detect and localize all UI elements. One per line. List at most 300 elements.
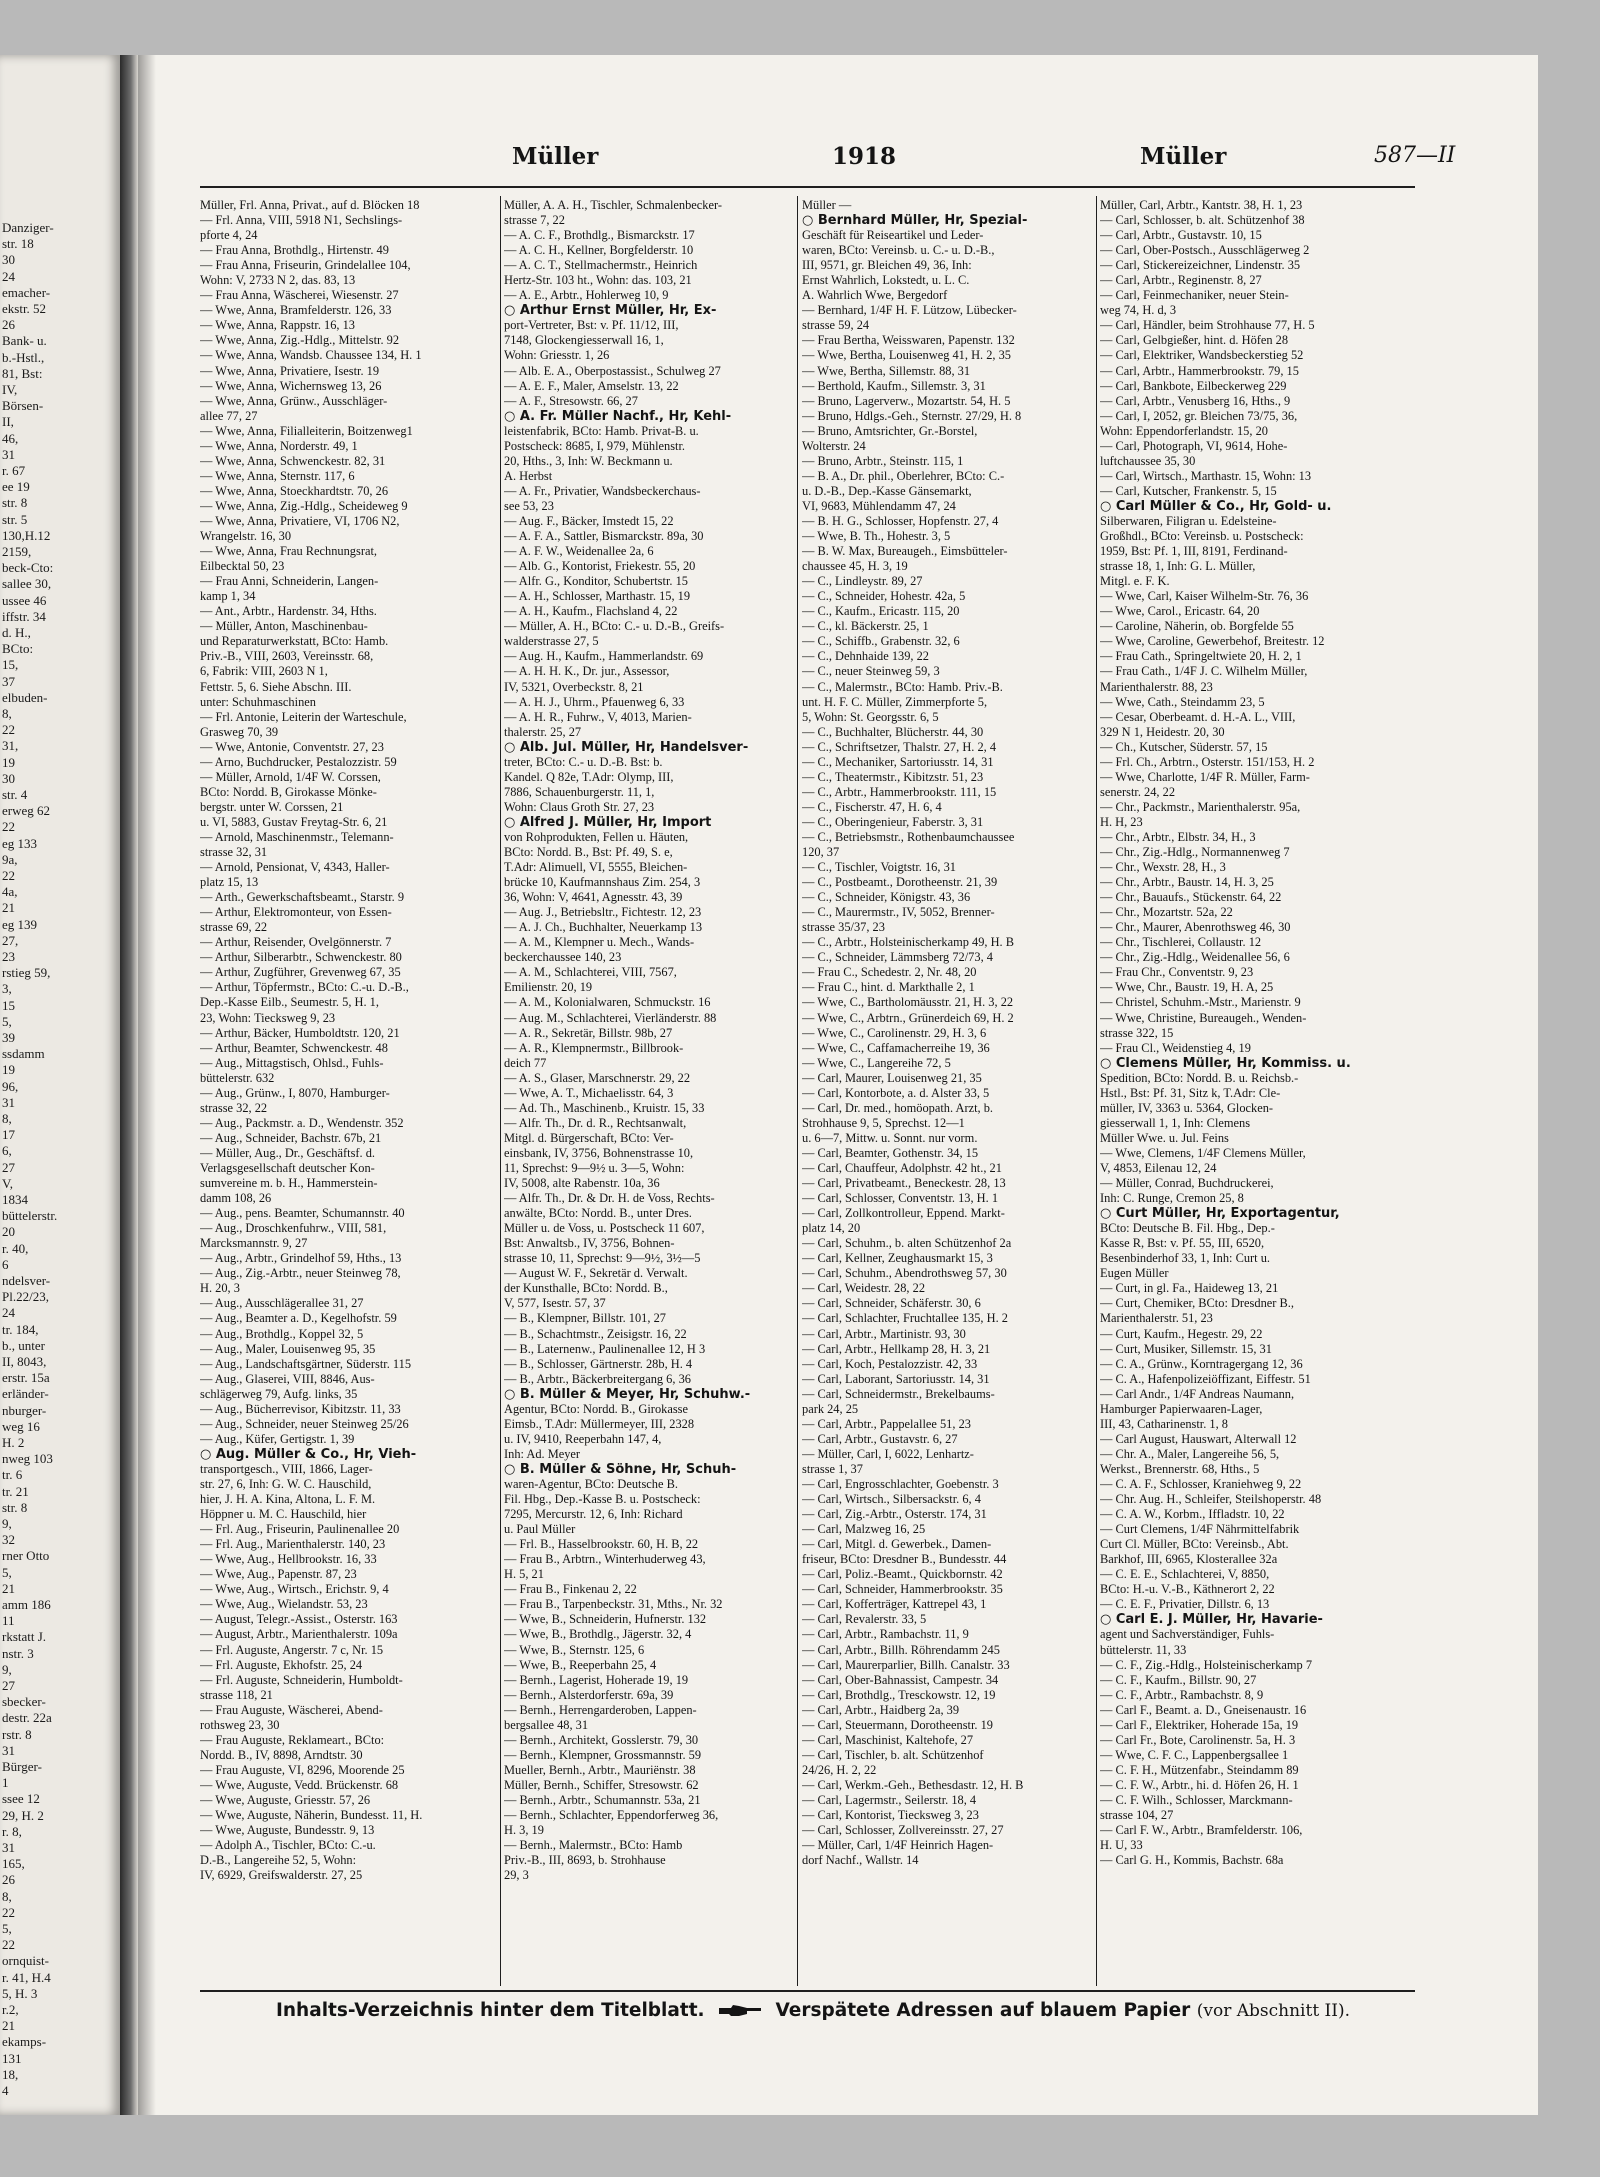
directory-entry: Müller u. de Voss, u. Postscheck 11 607, (504, 1221, 705, 1236)
directory-entry: 29, 3 (504, 1868, 529, 1883)
left-page-fragment: 165, (2, 1856, 25, 1872)
directory-entry: — Frau Cath., Springeltwiete 20, H. 2, 1 (1100, 649, 1302, 664)
page-number: 587—II (1374, 143, 1456, 168)
left-page-fragment: iffstr. 34 (2, 608, 46, 624)
left-page-fragment: 5, (2, 1013, 12, 1029)
directory-entry: — A. J. Ch., Buchhalter, Neuerkamp 13 (504, 920, 703, 935)
directory-entry: — Chr., Packmstr., Marienthalerstr. 95a, (1100, 799, 1301, 814)
directory-entry: strasse 32, 31 (200, 845, 268, 860)
directory-entry: — Aug., Glaserei, VIII, 8846, Aus- (200, 1371, 375, 1386)
directory-entry: Barkhof, III, 6965, Klosterallee 32a (1100, 1552, 1278, 1567)
directory-entry: — Arthur, Reisender, Ovelgönnerstr. 7 (200, 935, 392, 950)
directory-entry: beckerchaussee 140, 23 (504, 950, 622, 965)
directory-entry: strasse 1, 37 (802, 1461, 863, 1476)
directory-entry: deich 77 (504, 1055, 547, 1070)
directory-entry: — Wwe, Auguste, Näherin, Bundesst. 11, H. (200, 1808, 423, 1823)
left-page-fragment: 24 (2, 1305, 15, 1321)
directory-entry: Eugen Müller (1100, 1266, 1169, 1281)
left-page-fragment: nstr. 3 (2, 1645, 34, 1661)
left-page-fragment: ussee 46 (2, 592, 47, 608)
directory-entry: — Müller, A. H., BCto: C.- u. D.-B., Greifs- (504, 619, 725, 634)
directory-entry: — A. S., Glaser, Marschnerstr. 29, 22 (504, 1070, 691, 1085)
left-page-fragment: 22 (2, 868, 15, 883)
left-page-fragment: erstr. 15a (2, 1370, 50, 1386)
directory-entry: senerstr. 24, 22 (1100, 784, 1176, 799)
firm-entry: ○ Carl E. J. Müller, Hr, Havarie- (1100, 1612, 1323, 1628)
left-page-fragment: 20 (2, 1224, 15, 1240)
directory-entry: — Chr. Aug. H., Schleifer, Steilshoperstr. 48 (1100, 1492, 1322, 1507)
directory-entry: u. D.-B., Dep.-Kasse Gänsemarkt, (802, 483, 972, 498)
directory-entry: — Carl, Chauffeur, Adolphstr. 42 ht., 21 (802, 1161, 1002, 1175)
left-page-fragment: ekamps- (2, 2034, 47, 2050)
directory-entry: chaussee 45, H. 3, 19 (802, 559, 908, 574)
directory-entry: — Müller, Arnold, 1/4F W. Corssen, (200, 769, 381, 784)
directory-entry: — C., Schneider, Königstr. 43, 36 (802, 890, 971, 905)
left-page-fragment: 4a, (2, 884, 18, 900)
firm-entry: ○ Alfred J. Müller, Hr, Import (504, 814, 712, 830)
left-page-fragment: IV, (2, 382, 18, 397)
directory-entry: Kasse R, Bst: v. Pf. 55, III, 6520, (1100, 1236, 1265, 1251)
directory-entry: — Alb. G., Kontorist, Friekestr. 55, 20 (504, 559, 696, 574)
directory-entry: — Carl, Weidestr. 28, 22 (802, 1281, 926, 1296)
directory-entry: u. Paul Müller (504, 1522, 576, 1537)
directory-entry: — Bernh., Lagerist, Hoherade 19, 19 (504, 1672, 689, 1687)
column-divider (500, 196, 501, 1986)
firm-entry: ○ Curt Müller, Hr, Exportagentur, (1100, 1206, 1340, 1222)
directory-entry: — Wwe, Anna, Bramfelderstr. 126, 33 (200, 303, 392, 318)
footer-notice (276, 2000, 1456, 2021)
left-page-fragment: 30 (2, 252, 15, 268)
directory-entry: — Frau Anni, Schneiderin, Langen- (200, 574, 379, 589)
directory-entry: — Frau Anna, Friseurin, Grindelallee 104, (200, 258, 411, 273)
directory-entry: u. 6—7, Mittw. u. Sonnt. nur vorm. (802, 1130, 978, 1145)
directory-entry: — Carl, Bankbote, Eilbeckerweg 229 (1100, 378, 1287, 393)
directory-entry: — Carl, Arbtr., Gustavstr. 6, 27 (802, 1431, 958, 1446)
directory-entry: — Carl, Kofferträger, Kattrepel 43, 1 (802, 1597, 987, 1612)
directory-entry: 1959, Bst: Pf. 1, III, 8191, Ferdinand- (1100, 544, 1288, 559)
directory-entry: Müller, Frl. Anna, Privat., auf d. Blöcken 18 (200, 198, 420, 212)
directory-entry: — Cesar, Oberbeamt. d. H.-A. L., VIII, (1100, 709, 1296, 724)
directory-entry: — Carl, Händler, beim Strohhause 77, H. 5 (1100, 318, 1315, 333)
directory-entry: — Carl, Arbtr., Martinistr. 93, 30 (802, 1326, 966, 1341)
directory-entry: — C. F., Kaufm., Billstr. 90, 27 (1100, 1672, 1257, 1687)
directory-entry: — C., Schiffb., Grabenstr. 32, 6 (802, 634, 960, 649)
directory-entry: — Arthur, Silberarbtr., Schwenckestr. 80 (200, 950, 402, 965)
left-page-fragment: destr. 22a (2, 1710, 52, 1726)
directory-entry: — Frl. Auguste, Ekhofstr. 25, 24 (200, 1657, 363, 1672)
directory-entry: — Bernh., Schlachter, Eppendorferweg 36, (504, 1808, 719, 1823)
directory-entry: — C. F. Wilh., Schlosser, Marckmann- (1100, 1792, 1293, 1807)
directory-entry: Wohn: V, 2733 N 2, das. 83, 13 (200, 273, 356, 288)
directory-entry: brücke 10, Kaufmannshaus Zim. 254, 3 (504, 875, 701, 890)
directory-entry: — Carl, Zollkontrolleur, Eppend. Markt- (802, 1206, 1005, 1221)
left-page-fragment: II, (2, 414, 14, 430)
directory-entry: — Müller, Carl, I, 6022, Lenhartz- (802, 1446, 974, 1461)
directory-entry: — C., Schriftsetzer, Thalstr. 27, H. 2, 4 (802, 739, 997, 754)
directory-entry: — Frl. Antonie, Leiterin der Warteschule, (200, 709, 407, 724)
directory-entry: T.Adr: Alimuell, VI, 5555, Bleichen- (504, 860, 688, 875)
left-page-fragment: rstieg 59, (2, 965, 51, 981)
directory-entry: und Reparaturwerkstatt, BCto: Hamb. (200, 634, 389, 649)
directory-entry: strasse 118, 21 (200, 1687, 273, 1702)
directory-entry: — Carl, Steuermann, Dorotheenstr. 19 (802, 1717, 993, 1732)
directory-entry: VI, 9683, Mühlendamm 47, 24 (802, 498, 956, 513)
directory-entry: — Carl, I, 2052, gr. Bleichen 73/75, 36, (1100, 408, 1298, 423)
directory-entry: Curt Cl. Müller, BCto: Vereinsb., Abt. (1100, 1537, 1289, 1552)
directory-entry: — Carl, Privatbeamt., Beneckestr. 28, 13 (802, 1176, 1006, 1191)
left-page-fragment: nweg 103 (2, 1451, 53, 1467)
directory-entry: Marienthalerstr. 88, 23 (1100, 679, 1213, 694)
directory-entry: — Frau Auguste, VI, 8296, Moorende 25 (200, 1762, 405, 1777)
directory-entry: 6, Fabrik: VIII, 2603 N 1, (200, 664, 328, 679)
directory-entry: — Carl, Poliz.-Beamt., Quickbornstr. 42 (802, 1567, 1003, 1582)
left-page-fragment: 21 (2, 1580, 15, 1596)
directory-entry: — Carl, Schneider, Hammerbrookstr. 35 (802, 1582, 1003, 1597)
directory-entry: — August W. F., Sekretär d. Verwalt. (504, 1266, 688, 1281)
directory-entry: — A. H. H. K., Dr. jur., Assessor, (504, 664, 670, 679)
directory-entry: — Carl F., Elektriker, Hoherade 15a, 19 (1100, 1717, 1299, 1732)
directory-entry: hier, J. H. A. Kina, Altona, L. F. M. (200, 1492, 376, 1507)
directory-entry: — B., Schlosser, Gärtnerstr. 28b, H. 4 (504, 1356, 693, 1371)
book-gutter (120, 55, 138, 2115)
left-page-fragment: 26 (2, 317, 15, 333)
directory-entry: — C. A., Hafenpolizeiöffizant, Eiffestr. 51 (1100, 1371, 1311, 1386)
left-page-fragment: 81, Bst: (2, 365, 43, 381)
directory-entry: str. 27, 6, Inh: G. W. C. Hauschild, (200, 1476, 372, 1491)
directory-entry: — A. C. H., Kellner, Borgfelderstr. 10 (504, 243, 694, 258)
directory-entry: Grasweg 70, 39 (200, 724, 279, 739)
directory-entry: — B. H. G., Schlosser, Hopfenstr. 27, 4 (802, 513, 999, 528)
left-page-fragment: r. 41, H.4 (2, 1969, 51, 1985)
directory-entry: — Wwe, B. Th., Hohestr. 3, 5 (802, 529, 951, 544)
directory-entry: — A. F. W., Weidenallee 2a, 6 (504, 544, 654, 559)
directory-entry: leistenfabrik, BCto: Hamb. Privat-B. u. (504, 423, 699, 438)
directory-entry: BCto: Deutsche B. Fil. Hbg., Dep.- (1100, 1221, 1275, 1236)
directory-entry: 11, Sprechst: 9—9½ u. 3—5, Wohn: (504, 1161, 685, 1175)
directory-entry: — Carl, Kontorist, Tiecksweg 3, 23 (802, 1808, 979, 1823)
left-page-fragment: 23 (2, 949, 15, 964)
directory-entry: — Carl, Arbtr., Venusberg 16, Hths., 9 (1100, 393, 1291, 408)
directory-entry: 7148, Glockengiesserwall 16, 1, (504, 333, 664, 348)
directory-entry: — Carl, Tischler, b. alt. Schützenhof (802, 1747, 984, 1762)
directory-entry: Fettstr. 5, 6. Siehe Abschn. III. (200, 679, 352, 694)
directory-entry: 7886, Schauenburgerstr. 11, 1, (504, 784, 655, 799)
directory-entry: Wrangelstr. 16, 30 (200, 529, 292, 544)
directory-entry: — Aug., Schneider, Bachstr. 67b, 21 (200, 1130, 382, 1145)
directory-entry: Geschäft für Reiseartikel und Leder- (802, 228, 984, 243)
directory-entry: — Wwe, Carol., Ericastr. 64, 20 (1100, 604, 1260, 619)
directory-entry: — Frau B., Tarpenbeckstr. 31, Mths., Nr. 32 (504, 1597, 723, 1612)
directory-entry: — Wwe, Anna, Zig.-Hdlg., Scheideweg 9 (200, 498, 408, 513)
directory-entry: see 53, 23 (504, 498, 554, 513)
directory-entry: — Curt Clemens, 1/4F Nährmittelfabrik (1100, 1522, 1300, 1537)
directory-entry: — Chr., Zig.-Hdlg., Normannenweg 7 (1100, 845, 1290, 860)
left-page-fragment: nburger- (2, 1402, 47, 1418)
left-page-fragment: 19 (2, 1062, 15, 1078)
directory-entry: Hstl., Bst: Pf. 31, Sitz k, T.Adr: Cle- (1100, 1085, 1281, 1100)
directory-entry: — Carl August, Hauswart, Alterwall 12 (1100, 1431, 1297, 1446)
directory-entry: — Wwe, Clemens, 1/4F Clemens Müller, (1100, 1145, 1306, 1160)
directory-entry: — Chr., Mozartstr. 52a, 22 (1100, 905, 1233, 920)
left-page-fragment: 21 (2, 2018, 15, 2034)
directory-entry: — Wwe, Anna, Rappstr. 16, 13 (200, 318, 355, 333)
directory-entry: — Chr., Maurer, Abenrothsweg 46, 30 (1100, 920, 1291, 935)
left-page-fragment: 6 (2, 1256, 9, 1272)
directory-entry: friseur, BCto: Dresdner B., Bundesstr. 44 (802, 1552, 1007, 1567)
directory-entry: park 24, 25 (802, 1401, 859, 1416)
directory-entry: — C. F., Arbtr., Rambachstr. 8, 9 (1100, 1687, 1264, 1702)
directory-entry: — C., kl. Bäckerstr. 25, 1 (802, 619, 929, 634)
directory-entry: Müller, Carl, Arbtr., Kantstr. 38, H. 1, 23 (1100, 198, 1303, 212)
left-page-fragment: tr. 21 (2, 1483, 29, 1499)
directory-entry: — B., Laternenw., Paulinenallee 12, H 3 (504, 1341, 706, 1356)
left-page-fragment: Danziger- (2, 220, 54, 235)
directory-entry: Marienthalerstr. 51, 23 (1100, 1311, 1213, 1326)
directory-entry: — Wwe, B., Schneiderin, Hufnerstr. 132 (504, 1612, 707, 1627)
left-page-fragment: 22 (2, 722, 15, 738)
directory-entry: BCto: H.-u. V.-B., Käthnerort 2, 22 (1100, 1582, 1275, 1597)
directory-entry: — Carl, Maschinist, Kaltehofe, 27 (802, 1732, 974, 1747)
directory-entry: — A. R., Klempnermstr., Billbrook- (504, 1040, 684, 1055)
directory-entry: bergstr. unter W. Corssen, 21 (200, 799, 344, 814)
directory-entry: — A. C. T., Stellmachermstr., Heinrich (504, 258, 698, 273)
directory-entry: — C., Buchhalter, Blücherstr. 44, 30 (802, 724, 984, 739)
left-page-fragment: 17 (2, 1127, 15, 1143)
directory-entry: IV, 5321, Overbeckstr. 8, 21 (504, 679, 644, 694)
directory-entry: — Wwe, Carl, Kaiser Wilhelm-Str. 76, 36 (1100, 589, 1309, 604)
directory-entry: — A. M., Kolonialwaren, Schmuckstr. 16 (504, 995, 711, 1010)
directory-entry: — Carl, Arbtr., Hammerbrookstr. 79, 15 (1100, 363, 1299, 378)
directory-entry: — Carl, Photograph, VI, 9614, Hohe- (1100, 438, 1288, 453)
directory-entry: — Wwe, Anna, Filialleiterin, Boitzenweg1 (200, 423, 413, 438)
directory-entry: Eilbecktal 50, 23 (200, 559, 285, 574)
directory-entry: — A. H., Schlosser, Marthastr. 15, 19 (504, 589, 691, 604)
directory-entry: — Aug., Arbtr., Grindelhof 59, Hths., 13 (200, 1251, 402, 1266)
directory-entry: u. VI, 5883, Gustav Freytag-Str. 6, 21 (200, 814, 388, 829)
binding-shadow (138, 55, 156, 2115)
directory-entry: — Arnold, Pensionat, V, 4343, Haller- (200, 860, 390, 875)
directory-entry: — Berthold, Kaufm., Sillemstr. 3, 31 (802, 378, 986, 393)
directory-entry: 24/26, H. 2, 22 (802, 1762, 877, 1777)
directory-entry: von Rohprodukten, Fellen u. Häuten, (504, 829, 689, 844)
directory-entry: — Aug., Zig.-Arbtr., neuer Steinweg 78, (200, 1266, 401, 1281)
directory-entry: Priv.-B., III, 8693, b. Strohhause (504, 1853, 666, 1868)
directory-entry: IV, 5008, alte Rabenstr. 10a, 36 (504, 1176, 660, 1191)
column-divider (1096, 196, 1097, 1986)
left-page-fragment: 22 (2, 1937, 15, 1953)
directory-entry: — C. E. F., Privatier, Dillstr. 6, 13 (1100, 1597, 1270, 1612)
left-page-fragment: 8, (2, 706, 12, 721)
directory-entry: — Carl, Engrosschlachter, Goebenstr. 3 (802, 1476, 999, 1491)
directory-entry: Spedition, BCto: Nordd. B. u. Reichsb.- (1100, 1070, 1299, 1085)
directory-entry: — Carl, Stickereizeichner, Lindenstr. 35 (1100, 258, 1301, 273)
directory-entry: — C., Theatermstr., Kibitzstr. 51, 23 (802, 769, 984, 784)
directory-entry: Inh: Ad. Meyer (504, 1446, 581, 1461)
directory-entry: strasse 32, 22 (200, 1100, 268, 1115)
left-page-fragment: 96, (2, 1078, 19, 1094)
directory-entry: Müller, A. A. H., Tischler, Schmalenbecker- (504, 198, 722, 212)
directory-entry: D.-B., Langereihe 52, 5, Wohn: (200, 1853, 357, 1868)
directory-entry: — Carl, Revalerstr. 33, 5 (802, 1612, 927, 1627)
directory-entry: — Wwe, Anna, Frau Rechnungsrat, (200, 544, 377, 559)
left-page-fragment: Bürger- (2, 1759, 42, 1774)
directory-entry: — C., Malermstr., BCto: Hamb. Priv.-B. (802, 679, 1003, 694)
directory-entry: — Wwe, Bertha, Sillemstr. 88, 31 (802, 363, 971, 378)
left-page-fragment: elbuden- (2, 689, 48, 705)
directory-entry: H. U, 33 (1100, 1838, 1143, 1853)
directory-entry: — Bernh., Architekt, Gosslerstr. 79, 30 (504, 1732, 699, 1747)
directory-entry: strasse 322, 15 (1100, 1025, 1174, 1040)
directory-entry: — A. F., Stresowstr. 66, 27 (504, 393, 638, 408)
directory-entry: strasse 10, 11, Sprechst: 9—9½, 3½—5 (504, 1251, 701, 1266)
directory-entry: — A. M., Klempner u. Mech., Wands- (504, 935, 695, 950)
left-page-fragment: 31 (2, 1094, 15, 1110)
directory-entry: — Wwe, Caroline, Gewerbehof, Breitestr. 12 (1100, 634, 1325, 649)
directory-entry: 20, Hths., 3, Inh: W. Beckmann u. (504, 453, 673, 468)
directory-entry: Müller, Bernh., Schiffer, Stresowstr. 62 (504, 1777, 699, 1792)
directory-entry: Agentur, BCto: Nordd. B., Girokasse (504, 1401, 688, 1416)
running-head-left: Müller (512, 143, 599, 170)
directory-entry: — C. F. W., Arbtr., hi. d. Höfen 26, H. 1 (1100, 1777, 1299, 1792)
directory-entry: — Carl, Schuhm., b. alten Schützenhof 2a (802, 1236, 1012, 1251)
directory-entry: — Carl, Dr. med., homöopath. Arzt, b. (802, 1100, 993, 1115)
firm-entry: ○ Alb. Jul. Müller, Hr, Handelsver- (504, 739, 749, 755)
directory-entry: walderstrasse 27, 5 (504, 634, 599, 649)
left-page-fragment: Börsen- (2, 398, 44, 414)
directory-entry: 5, Wohn: St. Georgsstr. 6, 5 (802, 709, 939, 724)
directory-entry: — Frau B., Arbtrn., Winterhuderweg 43, (504, 1552, 706, 1567)
directory-entry: — Carl, Lagermstr., Seilerstr. 18, 4 (802, 1792, 977, 1807)
directory-entry: — Carl, Schneidermstr., Brekelbaums- (802, 1386, 995, 1401)
directory-entry: — Aug., Ausschlägerallee 31, 27 (200, 1296, 364, 1311)
directory-entry: — C., Oberingenieur, Faberstr. 3, 31 (802, 814, 984, 829)
directory-entry: — Frl. Aug., Friseurin, Paulinenallee 20 (200, 1522, 400, 1537)
left-page-fragment: Pl.22/23, (2, 1289, 49, 1305)
directory-entry: — C., Lindleystr. 89, 27 (802, 574, 923, 589)
directory-entry: Müller Wwe. u. Jul. Feins (1100, 1130, 1229, 1145)
directory-entry: — Wwe, C., Caffamacherreihe 19, 36 (802, 1040, 990, 1055)
left-page-fragment: 30 (2, 770, 15, 786)
directory-entry: — C. F. H., Mützenfabr., Steindamm 89 (1100, 1762, 1299, 1777)
left-page-fragment: II, 8043, (2, 1354, 47, 1369)
directory-entry: — Carl, Maurerparlier, Billh. Canalstr. 33 (802, 1657, 1010, 1672)
firm-entry: ○ Arthur Ernst Müller, Hr, Ex- (504, 303, 717, 319)
directory-entry: — Carl, Schuhm., Abendrothsweg 57, 30 (802, 1266, 1007, 1281)
directory-entry: A. Wahrlich Wwe, Bergedorf (802, 288, 948, 303)
directory-entry: Inh: C. Runge, Cremon 25, 8 (1100, 1191, 1244, 1206)
directory-entry: — Wwe, Aug., Wirtsch., Erichstr. 9, 4 (200, 1582, 389, 1597)
directory-entry: — Wwe, Anna, Zig.-Hdlg., Mittelstr. 92 (200, 333, 400, 348)
left-page-fragment: ee 19 (2, 479, 30, 495)
directory-column-1 (200, 198, 496, 1998)
directory-entry: — Carl, Werkm.-Geh., Bethesdastr. 12, H. B (802, 1777, 1024, 1792)
left-page-fragment: str. 8 (2, 1499, 28, 1515)
directory-entry: Eimsb., T.Adr: Müllermeyer, III, 2328 (504, 1416, 695, 1431)
directory-entry: — Wwe, C., Bartholomäusstr. 21, H. 3, 22 (802, 995, 1014, 1010)
directory-entry: — Arthur, Zugführer, Grevenweg 67, 35 (200, 965, 401, 980)
directory-entry: — Carl, Schlosser, b. alt. Schützenhof 38 (1100, 213, 1305, 228)
directory-entry: luftchaussee 35, 30 (1100, 453, 1196, 468)
directory-entry: Emilienstr. 20, 19 (504, 980, 593, 995)
directory-entry: — B., Schachtmstr., Zeisigstr. 16, 22 (504, 1326, 687, 1341)
directory-entry: — Frau C., Schedestr. 2, Nr. 48, 20 (802, 965, 977, 980)
directory-entry: waren-Agentur, BCto: Deutsche B. (504, 1476, 678, 1491)
directory-entry: — Arthur, Beamter, Schwenckestr. 48 (200, 1040, 388, 1055)
directory-entry: — Aug. J., Betriebsltr., Fichtestr. 12, 23 (504, 905, 702, 920)
directory-entry: — Müller, Carl, 1/4F Heinrich Hagen- (802, 1838, 994, 1853)
directory-entry: — Aug., Mittagstisch, Ohlsd., Fuhls- (200, 1055, 384, 1070)
directory-entry: — C., Arbtr., Holsteinischerkamp 49, H. B (802, 935, 1015, 950)
firm-entry: ○ Aug. Müller & Co., Hr, Vieh- (200, 1446, 417, 1462)
directory-entry: — A. E. F., Maler, Amselstr. 13, 22 (504, 378, 679, 393)
directory-entry: Wohn: Eppendorferlandstr. 15, 20 (1100, 423, 1268, 438)
directory-entry: — Carl, Elektriker, Wandsbeckerstieg 52 (1100, 348, 1304, 363)
directory-entry: 7295, Mercurstr. 12, 6, Inh: Richard (504, 1507, 683, 1522)
directory-entry: — Bruno, Amtsrichter, Gr.-Borstel, (802, 423, 978, 438)
directory-entry: schlägerweg 79, Aufg. links, 35 (200, 1386, 358, 1401)
left-page-fragment: 8, (2, 1888, 12, 1904)
directory-entry: — Carl, Arbtr., Gustavstr. 10, 15 (1100, 228, 1262, 243)
directory-entry: — Frl. Ch., Arbtrn., Osterstr. 151/153, H. 2 (1100, 754, 1315, 769)
directory-entry: — Carl, Arbtr., Billh. Röhrendamm 245 (802, 1642, 1000, 1657)
directory-entry: 36, Wohn: V, 4641, Agnesstr. 43, 39 (504, 890, 683, 905)
directory-entry: — Wwe, Anna, Wandsb. Chaussee 134, H. 1 (200, 348, 422, 363)
left-page-fragment: b.-Hstl., (2, 349, 45, 365)
directory-entry: — Aug., Maler, Louisenweg 95, 35 (200, 1341, 376, 1356)
directory-entry: — August, Telegr.-Assist., Osterstr. 163 (200, 1612, 398, 1627)
directory-entry: — Frau Cl., Weidenstieg 4, 19 (1100, 1040, 1251, 1055)
directory-entry: — Carl, Arbtr., Rambachstr. 11, 9 (802, 1627, 969, 1642)
directory-entry: — B., Arbtr., Bäckerbreitergang 6, 36 (504, 1371, 691, 1386)
left-page-fragment: 21 (2, 900, 15, 916)
directory-entry: — Carl, Maurer, Louisenweg 21, 35 (802, 1070, 982, 1085)
directory-entry: — Frau Auguste, Wäscherei, Abend- (200, 1702, 383, 1717)
directory-entry: anwälte, BCto: Nordd. B., unter Dres. (504, 1206, 692, 1221)
directory-entry: — Aug., pens. Beamter, Schumannstr. 40 (200, 1206, 405, 1221)
directory-entry: — Ad. Th., Maschinenb., Kruistr. 15, 33 (504, 1100, 705, 1115)
directory-entry: allee 77, 27 (200, 408, 258, 423)
directory-entry: — Carl, Wirtsch., Silbersackstr. 6, 4 (802, 1492, 981, 1507)
directory-entry: — Carl, Brothdlg., Tresckowstr. 12, 19 (802, 1687, 996, 1702)
left-page-fragment: 29, H. 2 (2, 1807, 44, 1823)
directory-entry: — Aug. M., Schlachterei, Vierländerstr. 88 (504, 1010, 717, 1025)
directory-entry: — Arth., Gewerkschaftsbeamt., Starstr. 9 (200, 890, 405, 905)
directory-entry: — Wwe, Chr., Baustr. 19, H. A, 25 (1100, 980, 1274, 995)
directory-entry: — Curt, Musiker, Sillemstr. 15, 31 (1100, 1341, 1272, 1356)
directory-entry: port-Vertreter, Bst: v. Pf. 11/12, III, (504, 318, 679, 333)
directory-entry: A. Herbst (504, 468, 553, 483)
directory-entry: H. H, 23 (1100, 814, 1143, 829)
directory-entry: Dep.-Kasse Eilb., Seumestr. 5, H. 1, (200, 995, 379, 1010)
directory-entry: Müller — (802, 198, 852, 212)
left-page-fragment: str. 8 (2, 495, 28, 511)
directory-entry: — Müller, Conrad, Buchdruckerei, (1100, 1176, 1274, 1191)
directory-entry: — Carl, Kontorbote, a. d. Alster 33, 5 (802, 1085, 990, 1100)
left-page-fragment: str. 18 (2, 236, 34, 252)
left-page-fragment: 46, (2, 430, 19, 446)
left-page-fragment: 8, (2, 1111, 12, 1126)
directory-entry: — Bruno, Hdlgs.-Geh., Sternstr. 27/29, H. 8 (802, 408, 1022, 423)
directory-entry: weg 74, H. d, 3 (1100, 303, 1177, 318)
left-page-fragment: 27 (2, 1678, 15, 1693)
directory-entry: — Frau Anna, Wäscherei, Wiesenstr. 27 (200, 288, 399, 303)
directory-entry: — C., Fischerstr. 47, H. 6, 4 (802, 799, 942, 814)
left-page-fragment: ssdamm (2, 1046, 45, 1062)
directory-entry: — Carl, Mitgl. d. Gewerbek., Damen- (802, 1537, 992, 1552)
left-page-fragment: erweg 62 (2, 803, 51, 819)
footer-parenthetical: (vor Abschnitt II). (1196, 2001, 1351, 2021)
left-page-fragment: 3, (2, 981, 12, 997)
